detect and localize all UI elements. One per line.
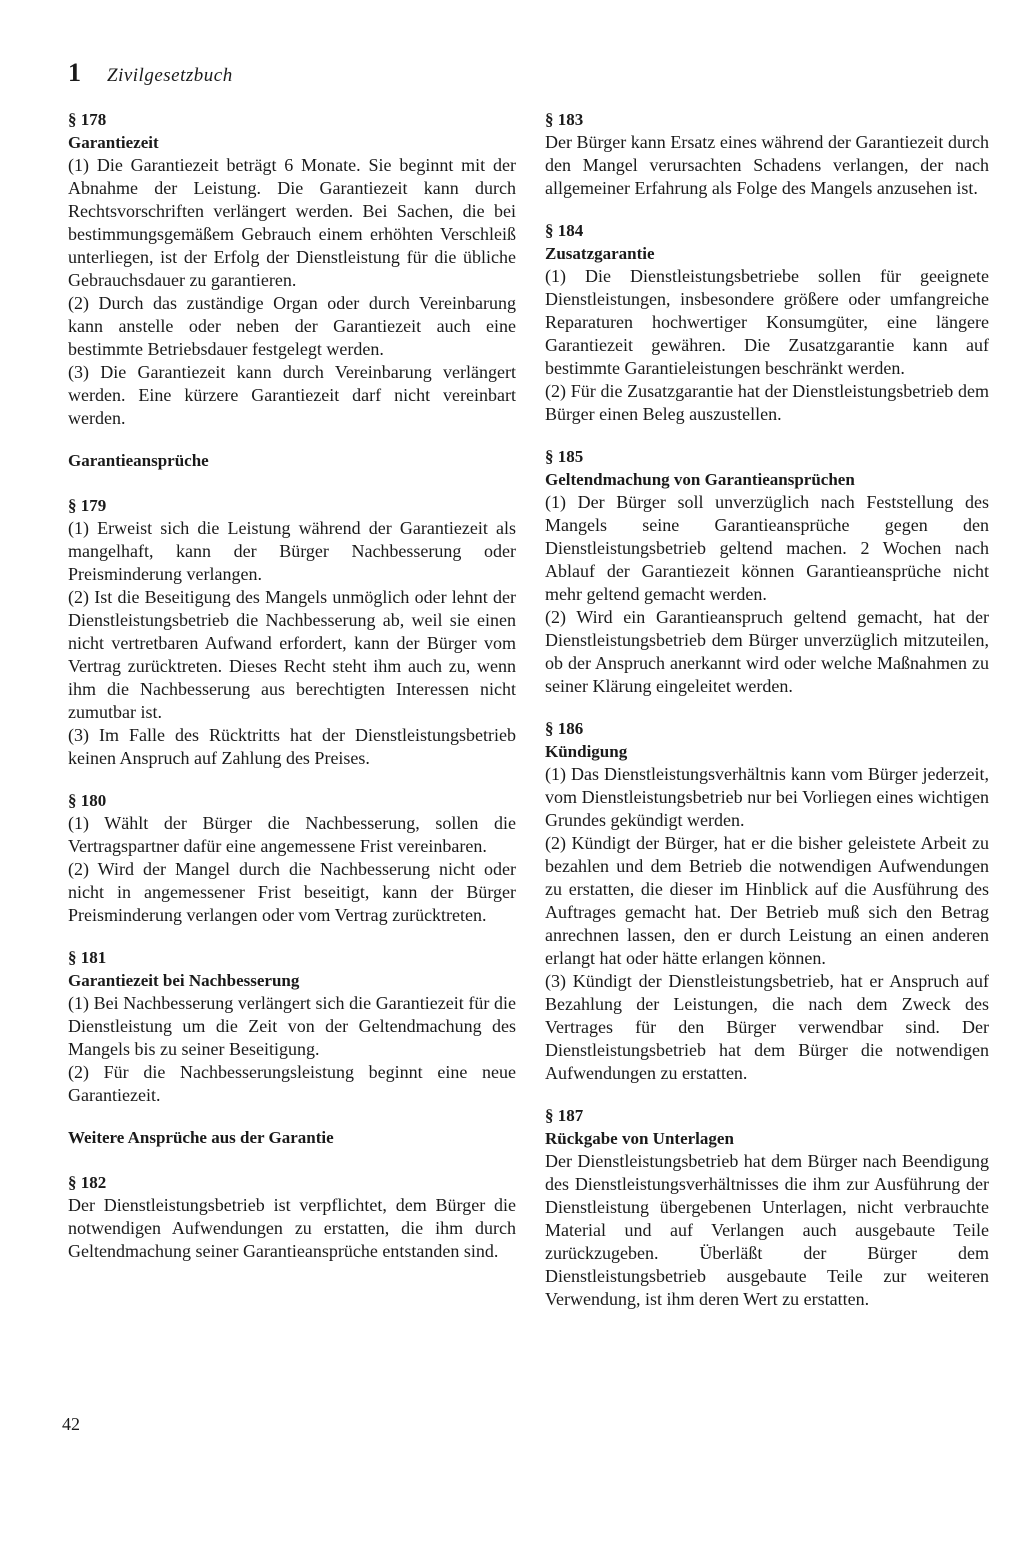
section-number: § 184 — [545, 221, 584, 240]
section-paragraph: (2) Kündigt der Bürger, hat er die bisher geleistete Arbeit zu bezahlen und dem Betrieb die notwendigen Aufwendungen zu erstatten, die dieser im Hinblick auf die Ausführung des Auftrages gemacht hat. Der Betrieb muß sich den Betrag anrechnen lassen, den er durch Leistung an einen anderen erlangt hat oder hätte erlangen können. — [545, 833, 989, 968]
section-title: Rückgabe von Unterlagen — [545, 1129, 734, 1148]
section-title: Garantiezeit — [68, 133, 159, 152]
section-title: Geltendmachung von Garantieansprüchen — [545, 470, 855, 489]
section-paragraph: (1) Die Garantiezeit beträgt 6 Monate. Sie beginnt mit der Abnahme der Leistung. Die Garantiezeit kann durch Rechtsvorschriften verlängert werden. Bei Sachen, die bei bestimmungsgemäßem Gebrauch einem erhöhten Verschleiß unterliegen, ist der Erfolg der Dienstleistung für die übliche Gebrauchsdauer zu garantieren. — [68, 155, 516, 290]
section-paragraph: (3) Im Falle des Rücktritts hat der Dienstleistungsbetrieb keinen Anspruch auf Zahlung des Preises. — [68, 725, 516, 768]
section-paragraph: (1) Erweist sich die Leistung während der Garantiezeit als mangelhaft, kann der Bürger Nachbesserung oder Preisminderung verlangen. — [68, 518, 516, 584]
section-paragraph: (2) Für die Zusatzgarantie hat der Dienstleistungsbetrieb dem Bürger einen Beleg auszustellen. — [545, 381, 989, 424]
law-section — [545, 1104, 989, 1311]
section-number: § 182 — [68, 1173, 107, 1192]
page-number: 42 — [62, 1414, 80, 1434]
left-column — [68, 108, 516, 1282]
section-group-heading: Garantieansprüche — [68, 451, 209, 470]
section-paragraph: (3) Die Garantiezeit kann durch Vereinbarung verlängert werden. Eine kürzere Garantiezeit darf nicht vereinbart werden. — [68, 362, 516, 428]
running-header — [68, 58, 233, 88]
section-paragraph: (1) Der Bürger soll unverzüglich nach Feststellung des Mangels seine Garantieansprüche gegen den Dienstleistungsbetrieb geltend machen. 2 Wochen nach Ablauf der Garantiezeit können Garantieansprüche nicht mehr geltend gemacht werden. — [545, 492, 989, 604]
section-title: Garantiezeit bei Nachbesserung — [68, 971, 300, 990]
section-number: § 179 — [68, 496, 107, 515]
law-section — [68, 789, 516, 927]
section-paragraph: (3) Kündigt der Dienstleistungsbetrieb, hat er Anspruch auf Bezahlung der Leistungen, die nach dem Zweck des Vertrages für den Bürger verwendbar sind. Der Dienstleistungsbetrieb hat dem Bürger die notwendigen Aufwendungen zu erstatten. — [545, 971, 989, 1083]
section-paragraph: (1) Das Dienstleistungsverhältnis kann vom Bürger jederzeit, vom Dienstleistungsbetrieb nur bei Vorliegen eines wichtigen Grundes gekündigt werden. — [545, 764, 989, 830]
section-title: Zusatzgarantie — [545, 244, 655, 263]
section-paragraph: (2) Für die Nachbesserungsleistung beginnt eine neue Garantiezeit. — [68, 1062, 516, 1105]
law-section — [68, 1171, 516, 1263]
section-number: § 185 — [545, 447, 584, 466]
section-number: § 180 — [68, 791, 107, 810]
law-section — [545, 445, 989, 698]
section-paragraph: (2) Wird ein Garantieanspruch geltend gemacht, hat der Dienstleistungsbetrieb dem Bürger unverzüglich mitzuteilen, ob der Anspruch anerkannt wird oder welche Maßnahmen zu seiner Klärung eingeleitet werden. — [545, 607, 989, 696]
chapter-number: 1 — [68, 58, 81, 87]
section-number: § 178 — [68, 110, 107, 129]
right-column — [545, 108, 989, 1330]
law-section — [545, 219, 989, 426]
section-paragraph: (2) Durch das zuständige Organ oder durch Vereinbarung kann anstelle oder neben der Garantiezeit auch eine bestimmte Betriebsdauer festgelegt werden. — [68, 293, 516, 359]
section-paragraph: Der Bürger kann Ersatz eines während der Garantiezeit durch den Mangel verursachten Schadens verlangen, der nach allgemeiner Erfahrung als Folge des Mangels anzusehen ist. — [545, 132, 989, 198]
section-title: Kündigung — [545, 742, 628, 761]
section-group-heading: Weitere Ansprüche aus der Garantie — [68, 1128, 334, 1147]
section-paragraph: Der Dienstleistungsbetrieb hat dem Bürger nach Beendigung des Dienstleistungsverhältnisses die ihm zur Ausführung der Dienstleistung übergebenen Unterlagen, nicht verbrauchte Material und auf Verlangen auch ausgebaute Teile zurückzugeben. Überläßt der Bürger dem Dienstleistungsbetrieb ausgebaute Teile zur weiteren Verwendung, ist ihm deren Wert zu erstatten. — [545, 1151, 989, 1309]
section-number: § 181 — [68, 948, 107, 967]
law-section — [68, 946, 516, 1107]
section-paragraph: (2) Wird der Mangel durch die Nachbesserung nicht oder nicht in angemessener Frist beseitigt, kann der Bürger Preisminderung verlangen oder vom Vertrag zurücktreten. — [68, 859, 516, 925]
section-number: § 183 — [545, 110, 584, 129]
section-paragraph: (1) Bei Nachbesserung verlängert sich die Garantiezeit für die Dienstleistung um die Zeit von der Geltendmachung des Mangels bis zu seiner Beseitigung. — [68, 993, 516, 1059]
section-number: § 186 — [545, 719, 584, 738]
law-section — [545, 717, 989, 1085]
law-section — [68, 108, 516, 430]
section-paragraph: (1) Wählt der Bürger die Nachbesserung, sollen die Vertragspartner dafür eine angemessene Frist vereinbaren. — [68, 813, 516, 856]
section-paragraph: (2) Ist die Beseitigung des Mangels unmöglich oder lehnt der Dienstleistungsbetrieb die Nachbesserung ab, weil sie einen nicht vertretbaren Aufwand erfordert, kann der Bürger vom Vertrag zurücktreten. Dieses Recht steht ihm auch zu, wenn ihm die Nachbesserung aus berechtigten Interessen nicht zumutbar ist. — [68, 587, 516, 722]
section-paragraph: (1) Die Dienstleistungsbetriebe sollen für geeignete Dienstleistungen, insbesondere größere oder umfangreiche Reparaturen hochwertiger Konsumgüter, eine längere Garantiezeit gewähren. Die Zusatzgarantie kann auf bestimmte Garantieleistungen beschränkt werden. — [545, 266, 989, 378]
section-paragraph: Der Dienstleistungsbetrieb ist verpflichtet, dem Bürger die notwendigen Aufwendungen zu erstatten, die ihm durch Geltendmachung seiner Garantieansprüche entstanden sind. — [68, 1195, 516, 1261]
chapter-title: Zivilgesetzbuch — [107, 65, 233, 86]
law-section — [68, 494, 516, 770]
section-number: § 187 — [545, 1106, 584, 1125]
law-section — [545, 108, 989, 200]
